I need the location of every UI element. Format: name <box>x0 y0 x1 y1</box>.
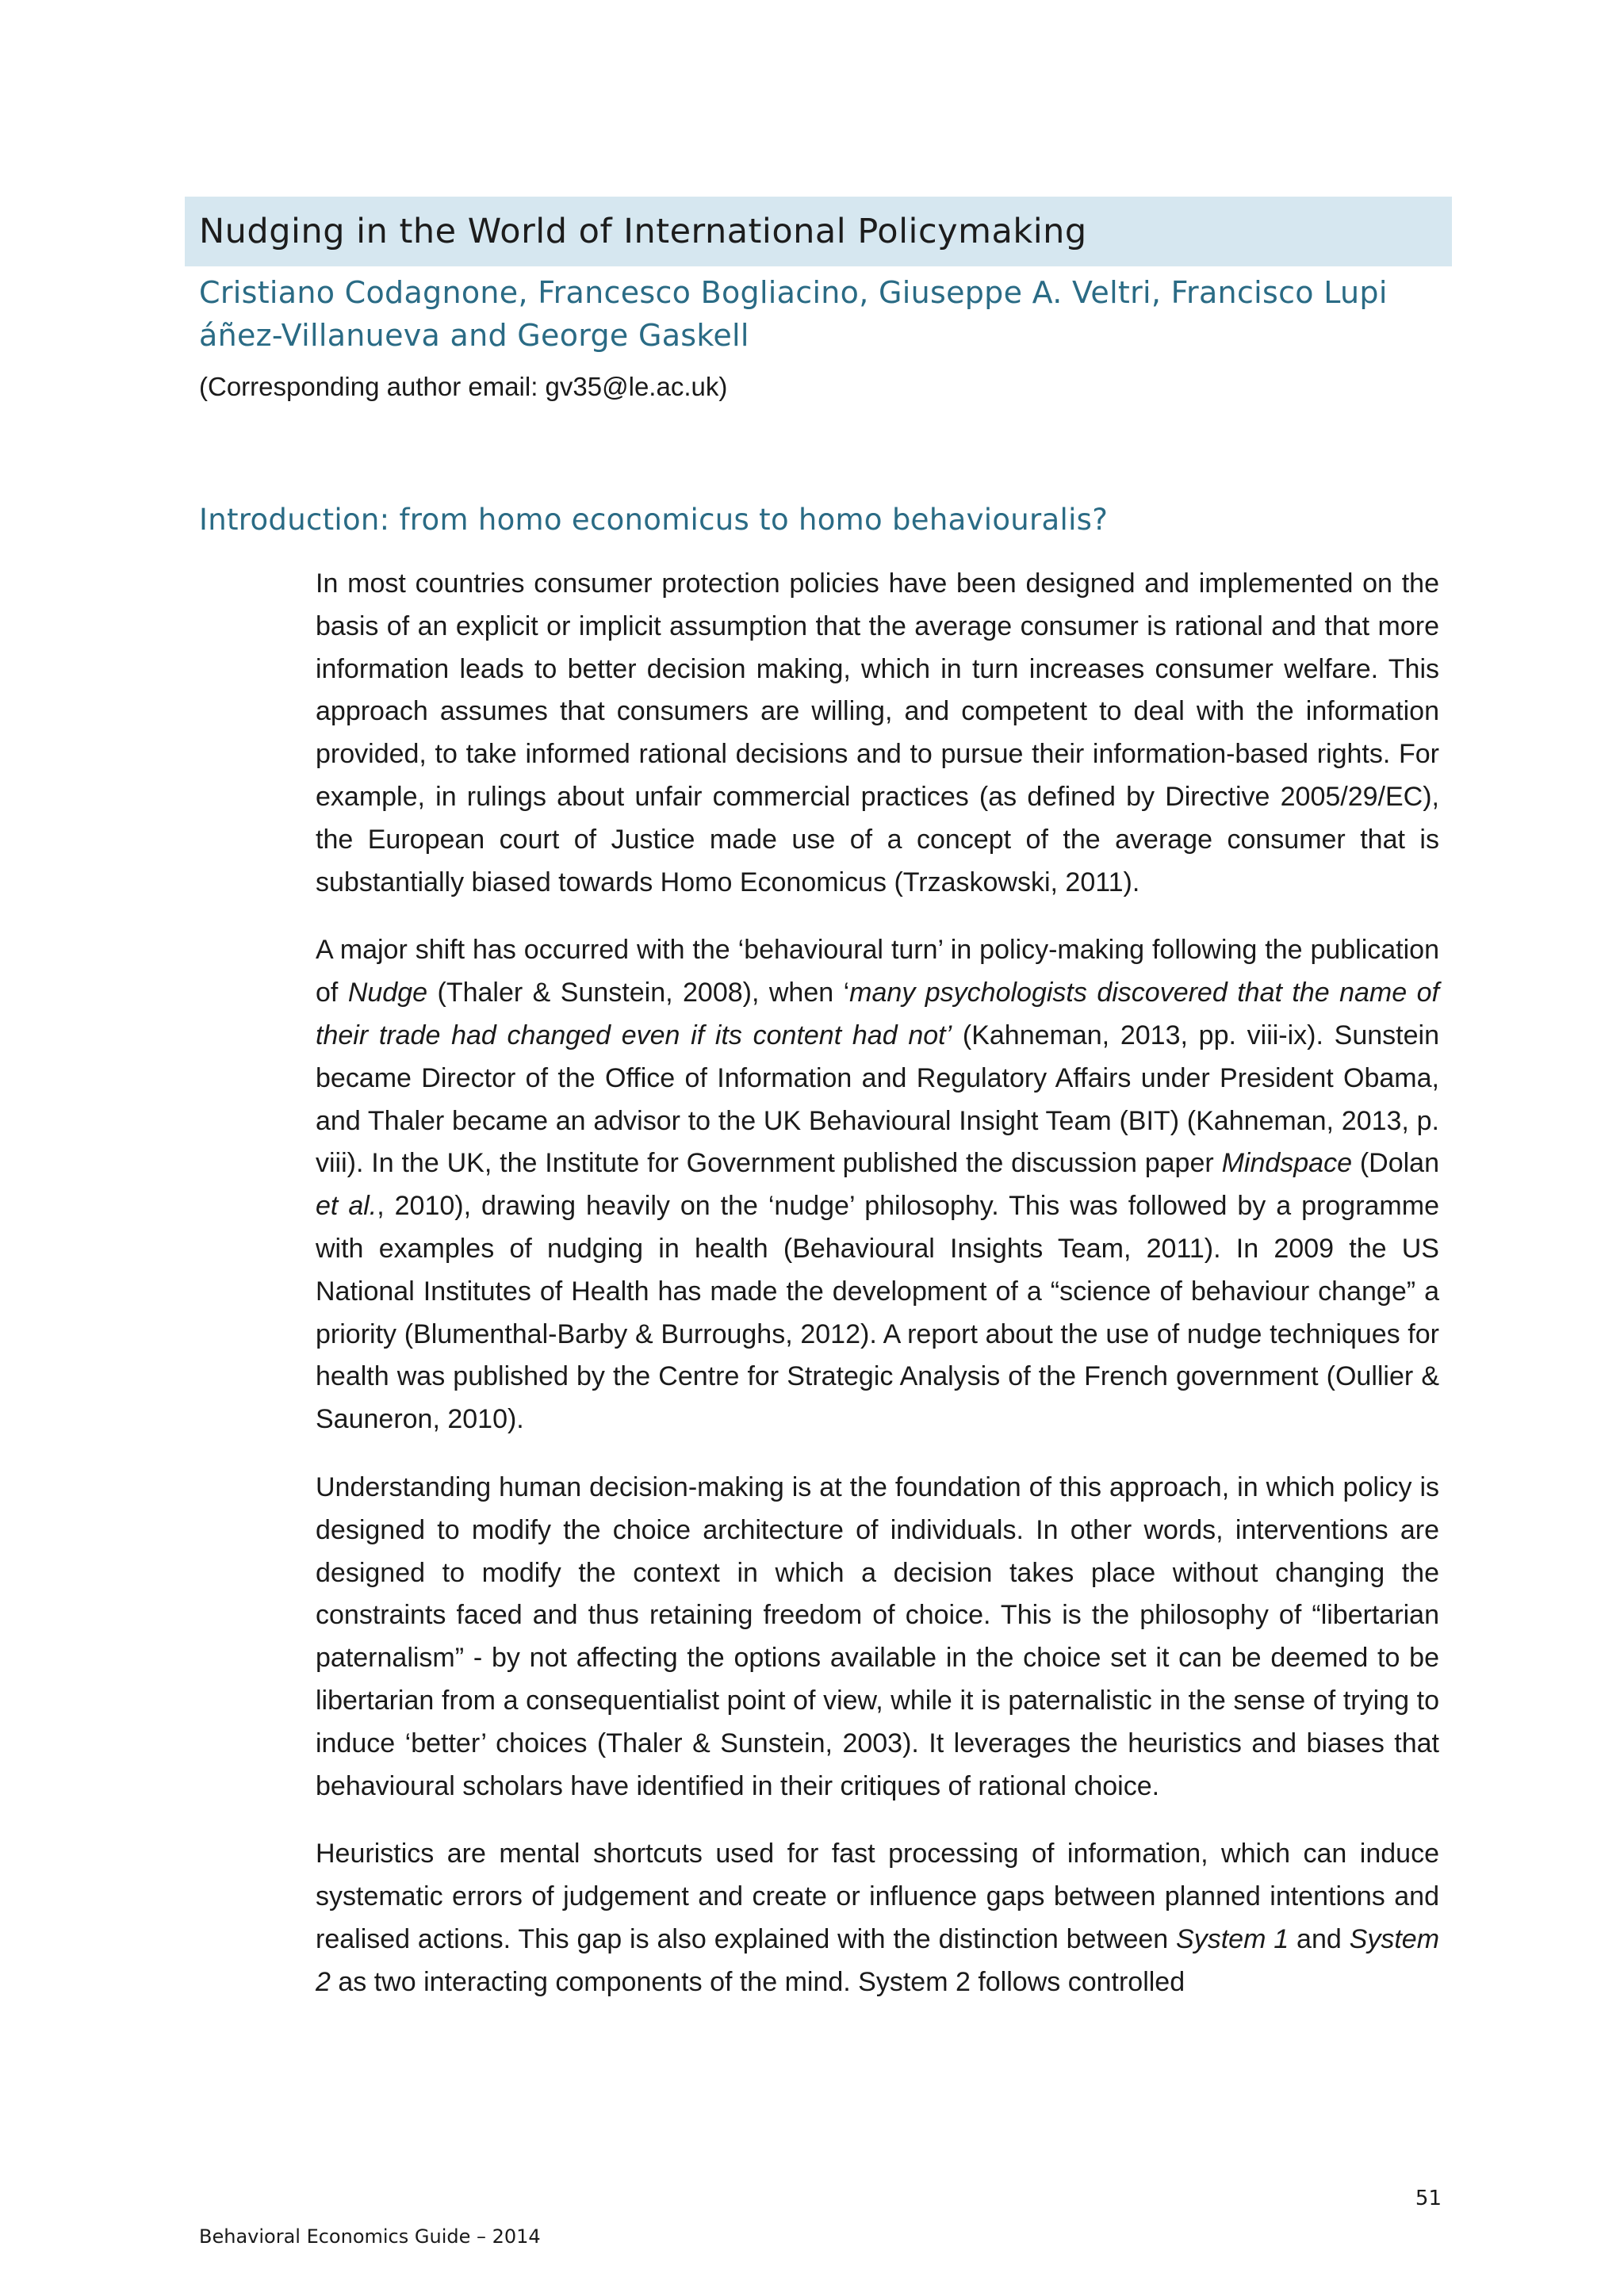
text-run: and <box>1289 1923 1350 1954</box>
italic-run: many psychologists discovered that the name of their trade had changed even if its content had not’ <box>316 978 1439 1050</box>
author-list <box>199 271 1436 357</box>
footer-text: Behavioral Economics Guide – 2014 <box>199 2225 541 2248</box>
chapter-title-bar <box>185 197 1452 266</box>
italic-run: Mindspace <box>1221 1148 1352 1179</box>
italic-run: System 1 <box>1176 1923 1289 1954</box>
paragraph-4 <box>316 1833 1439 2003</box>
paragraph-2 <box>316 929 1439 1441</box>
paragraph-1: In most countries consumer protection policies have been designed and implemented on the basis of an explicit or implicit assumption that the average consumer is rational and that more information leads to better decision making, which in turn increases consumer welfare. This approach assumes that consumers are willing, and competent to deal with the information provided, to take informed rational decisions and to pursue their information-based rights. For example, in rulings about unfair commercial practices (as defined by Directive 2005/29/EC), the European court of Justice made use of a concept of the average consumer that is substantially biased towards Homo Economicus (Trzaskowski, 2011). <box>316 568 1439 897</box>
text-run: A major shift has occurred with the ‘behavioural turn’ in policy-making following the publication of <box>316 935 1439 1008</box>
corresponding-author-email: (Corresponding author email: gv35@le.ac.uk) <box>199 372 728 401</box>
section-heading: Introduction: from homo economicus to homo behaviouralis? <box>199 503 1109 537</box>
chapter-title: Nudging in the World of International Policymaking <box>199 212 1087 251</box>
author-line-1: Cristiano Codagnone, Francesco Bogliacino, Giuseppe A. Veltri, Francisco Lupi <box>199 275 1388 310</box>
italic-run: et al. <box>316 1191 377 1222</box>
italic-run: System 2 <box>316 1923 1440 1997</box>
text-run: , 2010), drawing heavily on the ‘nudge’ philosophy. This was followed by a programme with examples of nudging in health (Behavioural Insights Team, 2011). In 2009 the US National Institutes of Health has made the development of a “science of behaviour change” a priority (Blumenthal-Barby & Burroughs, 2012). A report about the use of nudge techniques for health was published by the Centre for Strategic Analysis of the French government (Oullier & Sauneron, 2010). <box>316 1191 1439 1435</box>
paragraph-3: Understanding human decision-making is at the foundation of this approach, in which policy is designed to modify the choice architecture of individuals. In other words, interventions are designed to modify the context in which a decision takes place without changing the constraints faced and thus retaining freedom of choice. This is the philosophy of “libertarian paternalism” - by not affecting the options available in the choice set it can be deemed to be libertarian from a consequentialist point of view, while it is paternalistic in the sense of trying to induce ‘better’ choices (Thaler & Sunstein, 2003). It leverages the heuristics and biases that behavioural scholars have identified in their critiques of rational choice. <box>316 1471 1439 1801</box>
text-run: as two interacting components of the mind. System 2 follows controlled <box>330 1966 1185 1997</box>
italic-run: Nudge <box>347 978 428 1008</box>
text-run: (Kahneman, 2013, pp. viii-ix). Sunstein became Director of the Office of Information and Regulatory Affairs under President Obama, and Thaler became an advisor to the UK Behavioural Insight Team (BIT) (Kahneman, 2013, p. viii). In the UK, the Institute for Government published the discussion paper <box>316 1020 1439 1179</box>
page-number: 51 <box>1415 2187 1442 2210</box>
author-line-2: áñez-Villanueva and George Gaskell <box>199 318 749 353</box>
body-text <box>316 563 1439 2030</box>
text-run: (Thaler & Sunstein, 2008), when ‘ <box>427 978 850 1008</box>
text-run: Heuristics are mental shortcuts used for fast processing of information, which can induce systematic errors of judgement and create or influence gaps between planned intentions and realised actions. This gap is also explained with the distinction between <box>316 1839 1439 1954</box>
text-run: (Dolan <box>1351 1148 1439 1179</box>
